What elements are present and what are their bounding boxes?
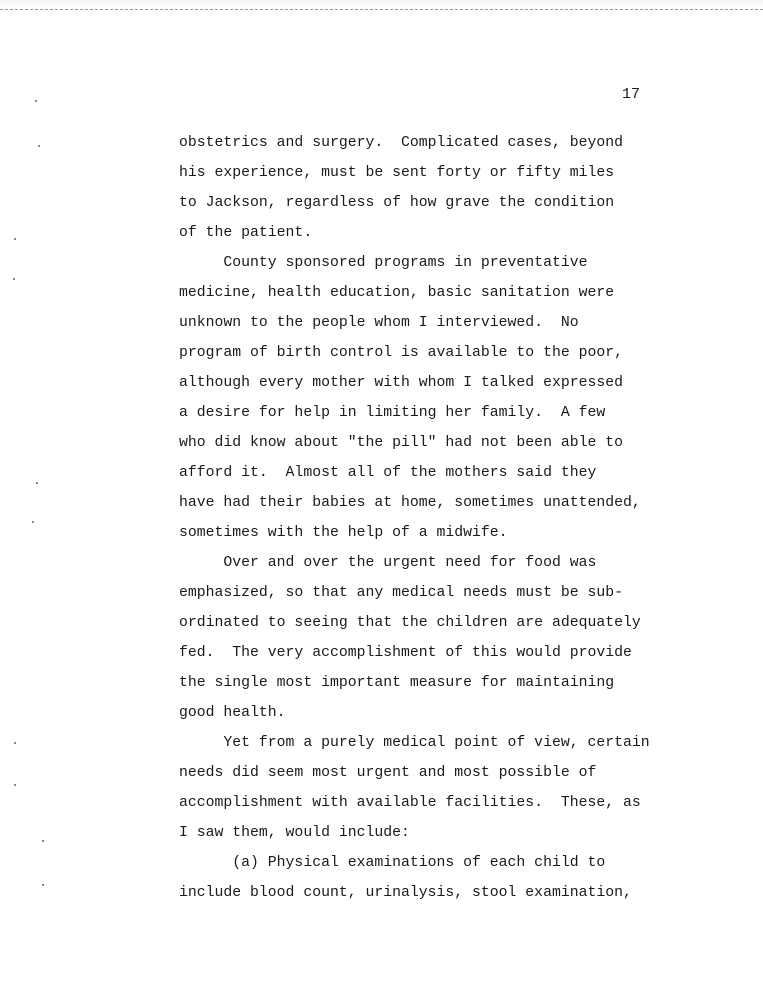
text-line: of the patient. <box>179 225 313 241</box>
speck <box>14 238 16 240</box>
speck <box>32 521 34 523</box>
text-line: include blood count, urinalysis, stool examination, <box>179 885 632 901</box>
text-line: his experience, must be sent forty or fifty miles <box>179 165 615 181</box>
text-line: Over and over the urgent need for food was <box>179 555 597 571</box>
text-line: medicine, health education, basic sanitation were <box>179 285 615 301</box>
text-line: program of birth control is available to the poor, <box>179 345 623 361</box>
text-line: needs did seem most urgent and most possible of <box>179 765 597 781</box>
body-text <box>179 128 669 908</box>
text-line: obstetrics and surgery. Complicated cases, beyond <box>179 135 623 151</box>
margin-specks <box>0 0 60 990</box>
text-line: the single most important measure for maintaining <box>179 675 615 691</box>
speck <box>35 100 37 102</box>
text-line: a desire for help in limiting her family. A few <box>179 405 606 421</box>
text-line: who did know about "the pill" had not been able to <box>179 435 623 451</box>
text-line: to Jackson, regardless of how grave the condition <box>179 195 615 211</box>
text-line: emphasized, so that any medical needs must be sub- <box>179 585 623 601</box>
text-line: Yet from a purely medical point of view, certain <box>179 735 650 751</box>
text-line: sometimes with the help of a midwife. <box>179 525 508 541</box>
speck <box>38 145 40 147</box>
speck <box>36 482 38 484</box>
text-line: have had their babies at home, sometimes unattended, <box>179 495 641 511</box>
text-line: ordinated to seeing that the children are adequately <box>179 615 641 631</box>
speck <box>42 840 44 842</box>
text-line: County sponsored programs in preventative <box>179 255 588 271</box>
text-line: fed. The very accomplishment of this would provide <box>179 645 632 661</box>
speck <box>14 784 16 786</box>
text-line: I saw them, would include: <box>179 825 410 841</box>
text-line: unknown to the people whom I interviewed. No <box>179 315 579 331</box>
page-number: 17 <box>622 86 641 103</box>
speck <box>42 884 44 886</box>
speck <box>13 278 15 280</box>
page-top-edge <box>0 0 763 10</box>
speck <box>14 742 16 744</box>
text-line: accomplishment with available facilities. These, as <box>179 795 641 811</box>
text-line: (a) Physical examinations of each child to <box>179 855 606 871</box>
text-line: although every mother with whom I talked expressed <box>179 375 623 391</box>
text-line: good health. <box>179 705 286 721</box>
text-line: afford it. Almost all of the mothers said they <box>179 465 597 481</box>
